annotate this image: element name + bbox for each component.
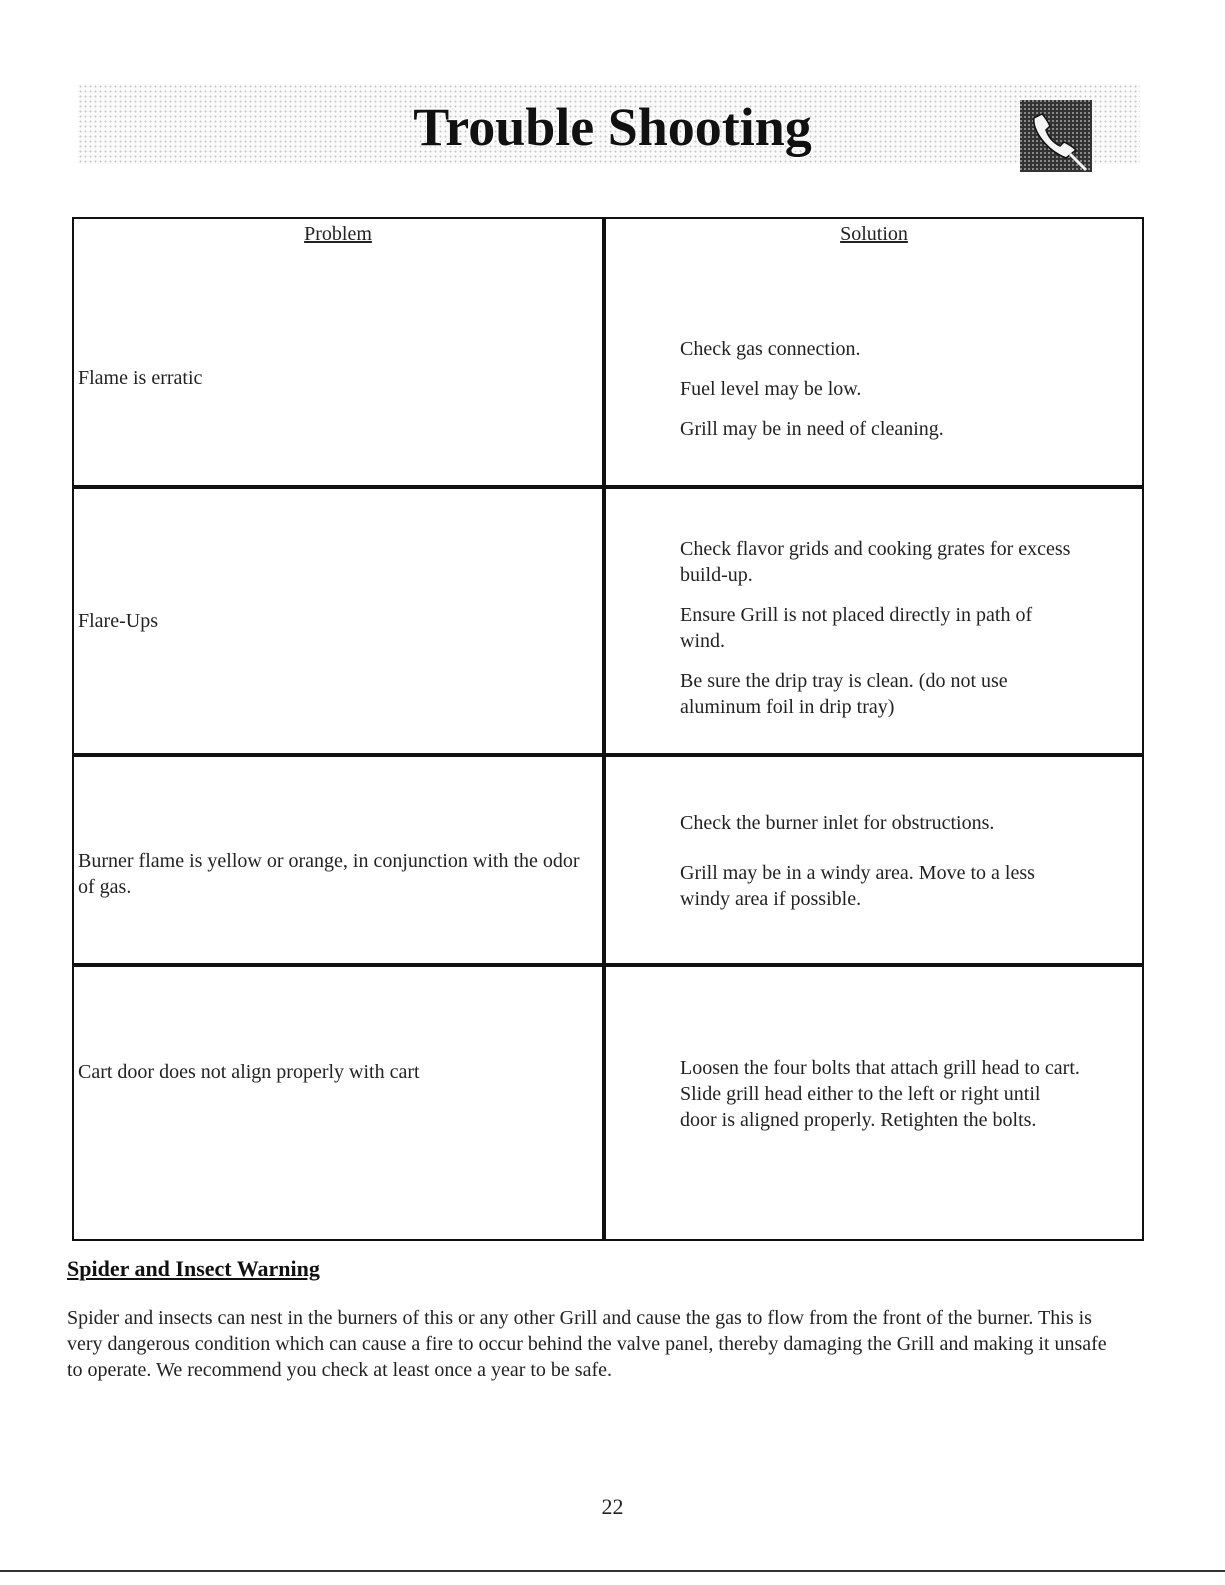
- problem-cell: Flame is erratic: [73, 250, 604, 487]
- table-header-row: [73, 218, 1143, 250]
- problem-cell: Burner flame is yellow or orange, in conjunction with the odor of gas.: [73, 755, 604, 965]
- solution-line: Check flavor grids and cooking grates for excess build-up.: [680, 537, 1071, 586]
- table-row: [73, 250, 1143, 487]
- solution-cell: [604, 250, 1143, 487]
- troubleshooting-table: [72, 217, 1144, 1241]
- bottom-rule: [0, 1570, 1225, 1572]
- warning-paragraph: Spider and insects can nest in the burners of this or any other Grill and cause the gas to flow from the front of the burner. This is very dangerous condition which can cause a fire to occur behind the valve panel, thereby damaging the Grill and making it unsafe to operate. We recommend you check at least once a year to be safe.: [67, 1307, 1107, 1381]
- table-row: [73, 487, 1143, 755]
- problem-cell: Cart door does not align properly with cart: [73, 965, 604, 1240]
- solution-line: Check gas connection.: [680, 338, 861, 360]
- solution-line: Grill may be in need of cleaning.: [680, 418, 944, 440]
- solution-line: Ensure Grill is not placed directly in path of wind.: [680, 603, 1033, 652]
- solution-cell: [604, 487, 1143, 755]
- problem-cell: Flare-Ups: [73, 487, 604, 755]
- solution-line: Check the burner inlet for obstructions.: [680, 811, 995, 834]
- phone-handset-icon: [1020, 100, 1092, 172]
- column-header-problem: Problem: [73, 218, 604, 250]
- solution-cell: [604, 965, 1143, 1240]
- solution-line: Grill may be in a windy area. Move to a less windy area if possible.: [680, 861, 1035, 910]
- solution-line: Be sure the drip tray is clean. (do not use aluminum foil in drip tray): [680, 669, 1008, 718]
- solution-line: Fuel level may be low.: [680, 378, 862, 400]
- warning-heading: Spider and Insect Warning: [67, 1256, 320, 1281]
- solution-cell: [604, 755, 1143, 965]
- page-title: Trouble Shooting: [413, 97, 812, 157]
- column-header-solution: Solution: [604, 218, 1143, 250]
- page-number: 22: [601, 1494, 624, 1519]
- table-row: [73, 965, 1143, 1240]
- solution-line: Loosen the four bolts that attach grill head to cart. Slide grill head either to the left or right until door is aligned properly. Retighten the bolts.: [680, 1056, 1080, 1131]
- table-row: [73, 755, 1143, 965]
